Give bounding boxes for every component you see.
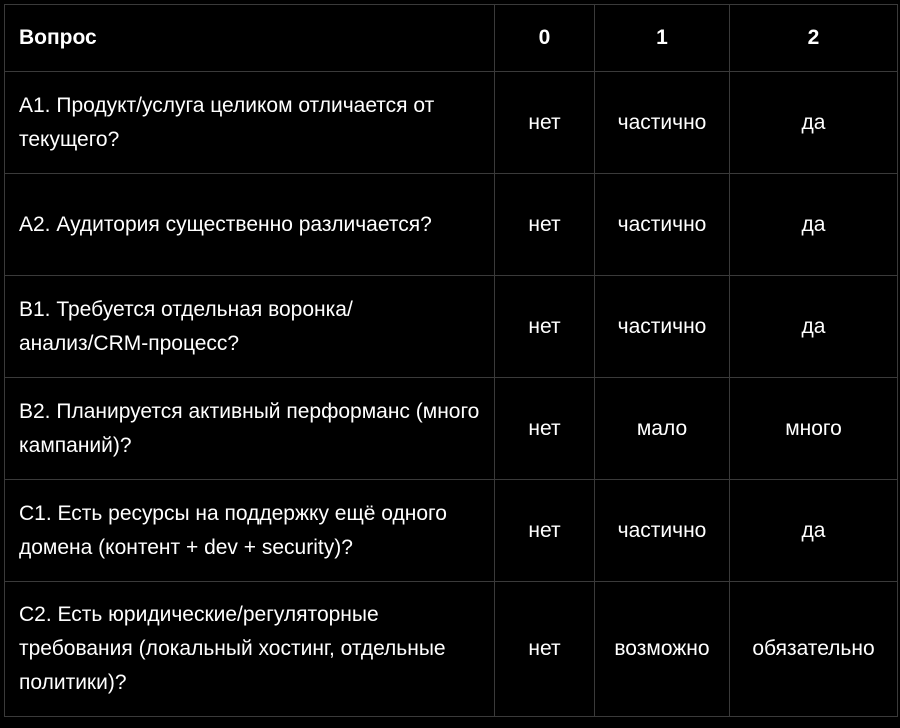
table-row [5,276,898,378]
table-row [5,174,898,276]
table-header [5,5,898,72]
header-score-0: 0 [495,5,595,72]
score-2-cell: обязательно [730,582,898,717]
score-1-cell: мало [595,378,730,480]
score-2-cell: да [730,276,898,378]
header-score-2: 2 [730,5,898,72]
question-cell: C2. Есть юридические/регуляторные требования (локальный хостинг, отдельные политики)? [5,582,495,717]
score-1-cell: частично [595,276,730,378]
header-row [5,5,898,72]
table-body [5,72,898,717]
score-0-cell: нет [495,72,595,174]
score-2-cell: да [730,72,898,174]
score-1-cell: частично [595,480,730,582]
score-1-cell: возможно [595,582,730,717]
header-score-1: 1 [595,5,730,72]
score-2-cell: да [730,174,898,276]
question-cell: C1. Есть ресурсы на поддержку ещё одного домена (контент + dev + security)? [5,480,495,582]
score-0-cell: нет [495,174,595,276]
score-1-cell: частично [595,72,730,174]
table-row [5,582,898,717]
table-row [5,72,898,174]
question-cell: B2. Планируется активный перформанс (много кампаний)? [5,378,495,480]
score-2-cell: много [730,378,898,480]
score-0-cell: нет [495,480,595,582]
score-0-cell: нет [495,582,595,717]
question-cell: B1. Требуется отдельная воронка/ анализ/CRM-процесс? [5,276,495,378]
score-2-cell: да [730,480,898,582]
table-row [5,378,898,480]
table-row [5,480,898,582]
question-cell: A2. Аудитория существенно различается? [5,174,495,276]
score-0-cell: нет [495,276,595,378]
score-0-cell: нет [495,378,595,480]
question-cell: A1. Продукт/услуга целиком отличается от текущего? [5,72,495,174]
header-question: Вопрос [5,5,495,72]
scoring-table [4,4,898,717]
score-1-cell: частично [595,174,730,276]
